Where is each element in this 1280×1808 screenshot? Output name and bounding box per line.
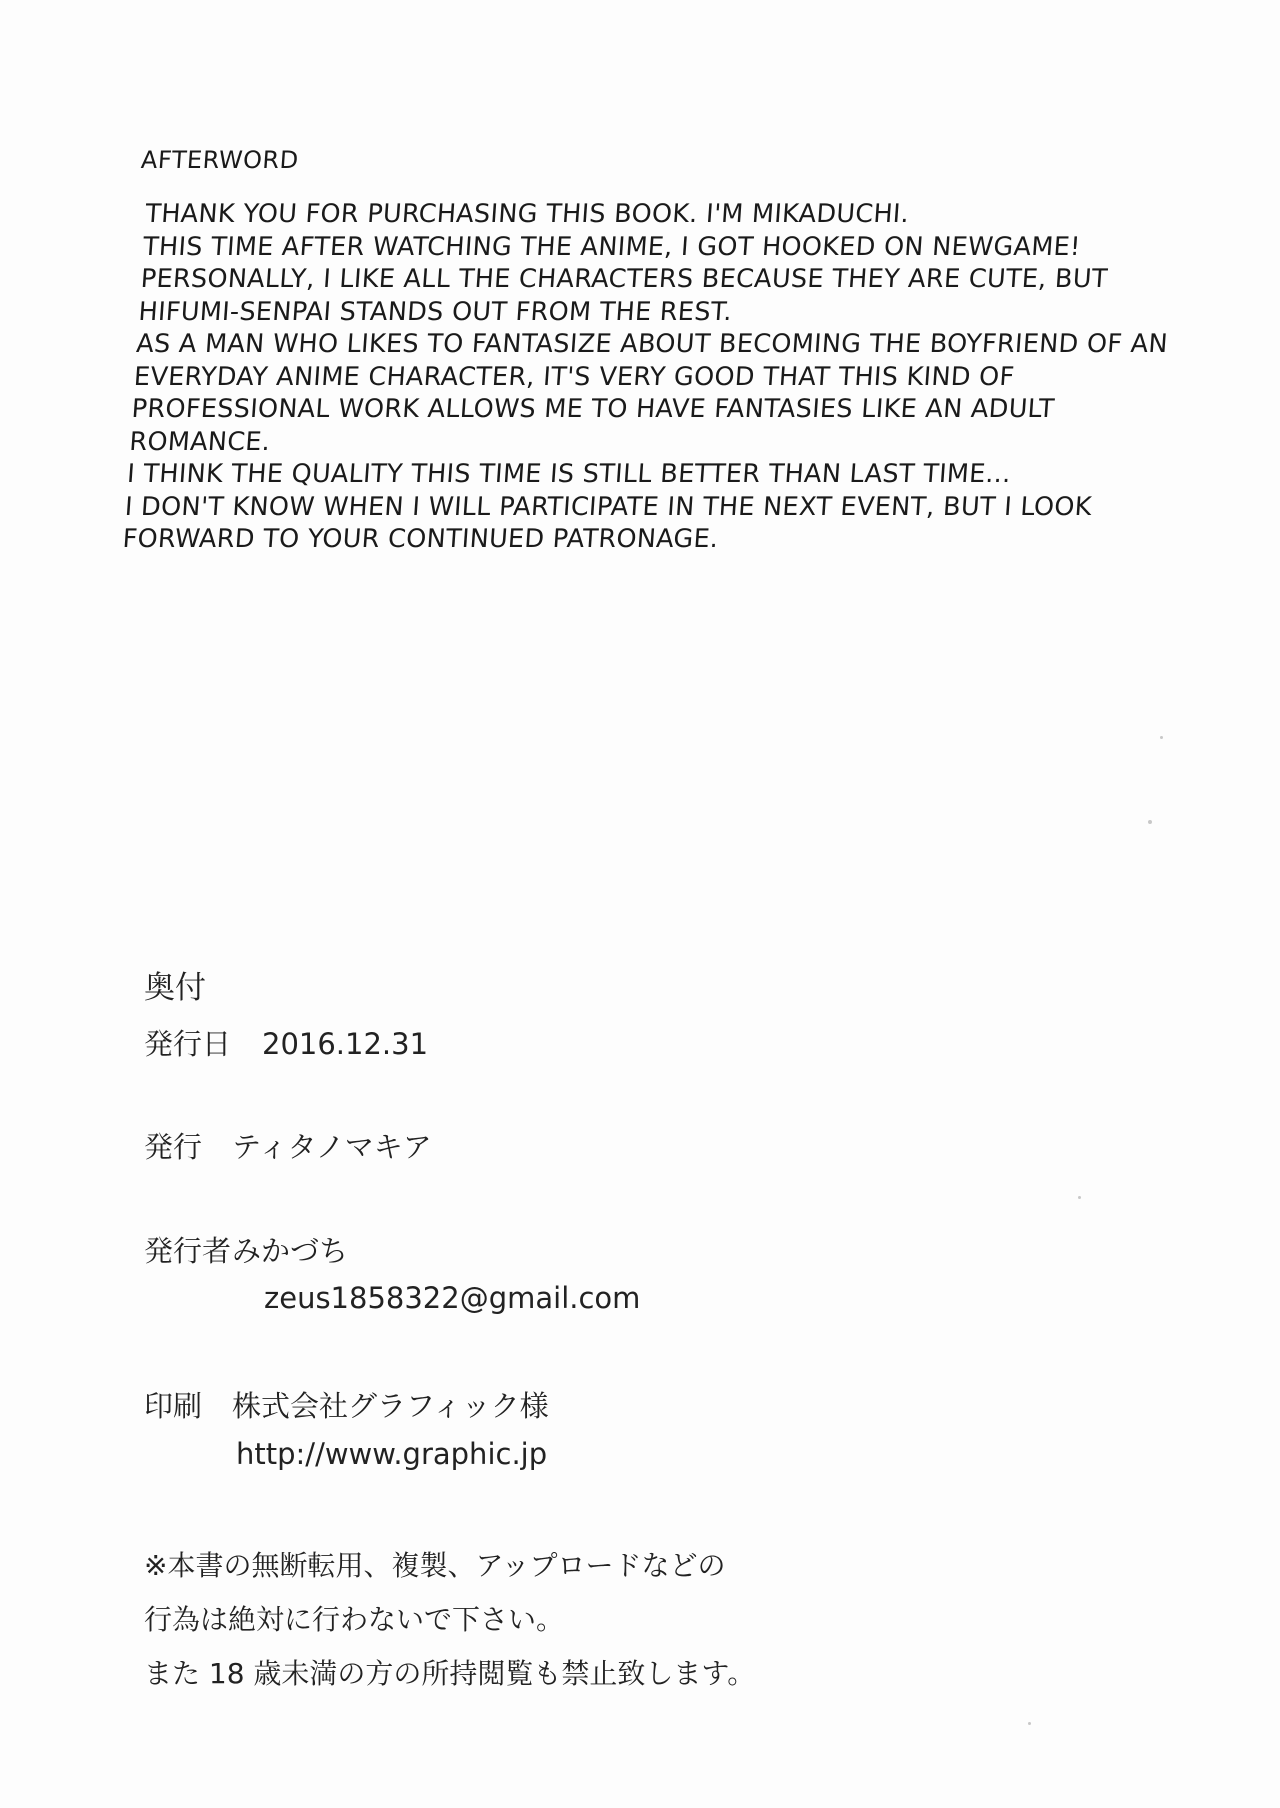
copyright-notice — [144, 1539, 755, 1701]
printer-row — [144, 1384, 549, 1425]
afterword-line: PERSONALLY, I LIKE ALL THE CHARACTERS BECAUSE THEY ARE CUTE, BUT — [139, 264, 1109, 294]
afterword-heading: AFTERWORD — [140, 146, 300, 174]
afterword-line: THIS TIME AFTER WATCHING THE ANIME, I GOT HOOKED ON NEWGAME! — [142, 231, 1082, 262]
paper-speck — [1160, 736, 1163, 739]
afterword-line: AS A MAN WHO LIKES TO FANTASIZE ABOUT BECOMING THE BOYFRIEND OF AN — [135, 329, 1169, 359]
publisher-label: 発行 — [144, 1130, 203, 1164]
notice-line: 行為は絶対に行わないで下さい。 — [144, 1603, 565, 1636]
printer-label: 印刷 — [144, 1389, 203, 1423]
paper-speck — [1078, 1196, 1081, 1199]
afterword-line: EVERYDAY ANIME CHARACTER, IT'S VERY GOOD THAT THIS KIND OF — [132, 361, 1016, 392]
notice-line: また 18 歳未満の方の所持閲覧も禁止致します。 — [144, 1657, 756, 1690]
afterword-line: HIFUMI-SENPAI STANDS OUT FROM THE REST. — [137, 296, 734, 327]
issuer-value: みかづち — [232, 1234, 349, 1268]
publisher-value: ティタノマキア — [232, 1130, 432, 1164]
issuer-row — [144, 1229, 348, 1270]
colophon-title: 奥付 — [144, 970, 206, 1006]
notice-line: ※本書の無断転用、複製、アップロードなどの — [144, 1549, 726, 1582]
afterword-line: PROFESSIONAL WORK ALLOWS ME TO HAVE FANTASIES LIKE AN ADULT — [130, 394, 1056, 424]
afterword-line: FORWARD TO YOUR CONTINUED PATRONAGE. — [121, 524, 720, 554]
issuer-label: 発行者 — [144, 1234, 232, 1268]
printer-url: http://www.graphic.jp — [236, 1437, 548, 1471]
publication-date-label: 発行日 — [144, 1027, 232, 1061]
afterword-line: I THINK THE QUALITY THIS TIME IS STILL BETTER THAN LAST TIME... — [126, 459, 1012, 489]
afterword-line: THANK YOU FOR PURCHASING THIS BOOK. I'M MIKADUCHI. — [144, 199, 911, 229]
afterword-line: ROMANCE. — [128, 426, 272, 457]
publication-date-row — [144, 1022, 428, 1063]
issuer-email: zeus1858322@gmail.com — [264, 1281, 641, 1315]
paper-speck — [1028, 1722, 1031, 1725]
printer-value: 株式会社グラフィック様 — [232, 1389, 549, 1423]
publication-date-value: 2016.12.31 — [262, 1027, 429, 1061]
afterword-text — [122, 198, 1227, 556]
paper-speck — [1148, 820, 1152, 824]
afterword-line: I DON'T KNOW WHEN I WILL PARTICIPATE IN THE NEXT EVENT, BUT I LOOK — [123, 491, 1093, 522]
publisher-row — [144, 1125, 432, 1166]
